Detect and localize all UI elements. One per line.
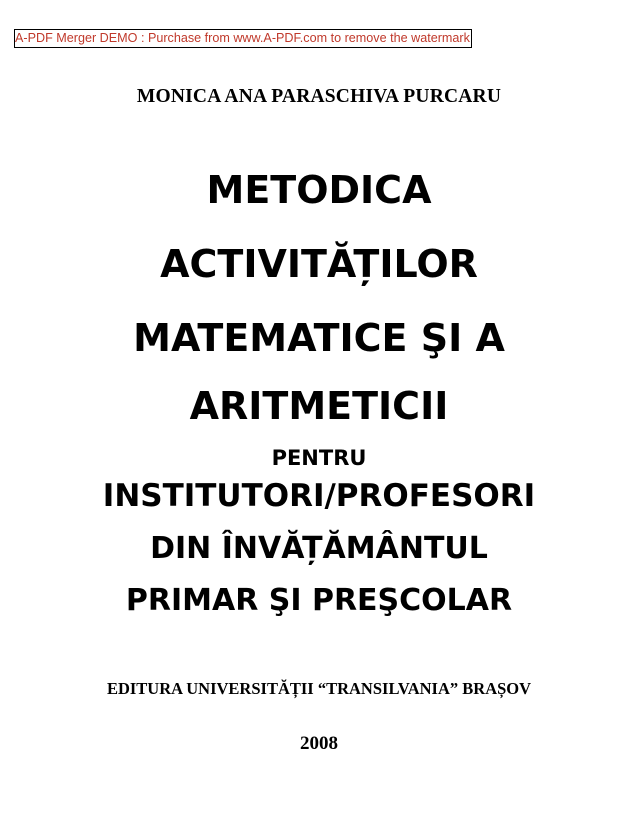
- title-line-4: ARITMETICII: [189, 384, 449, 428]
- title-line-1: METODICA: [206, 168, 432, 212]
- watermark-banner: A-PDF Merger DEMO : Purchase from www.A-PDF.com to remove the watermark: [14, 29, 472, 48]
- title-line-5: PENTRU: [271, 446, 367, 470]
- author-name: MONICA ANA PARASCHIVA PURCARU: [136, 86, 502, 107]
- title-line-3: MATEMATICE ŞI A: [133, 316, 505, 360]
- publication-year: 2008: [300, 733, 338, 754]
- title-line-6: INSTITUTORI/PROFESORI: [102, 478, 536, 514]
- publisher-name: EDITURA UNIVERSITĂȚII “TRANSILVANIA” BRAȘOV: [106, 679, 532, 698]
- title-line-7: DIN ÎNVĂȚĂMÂNTUL: [150, 531, 488, 566]
- title-line-2: ACTIVITĂȚILOR: [160, 242, 478, 286]
- title-line-8: PRIMAR ŞI PREŞCOLAR: [125, 583, 513, 618]
